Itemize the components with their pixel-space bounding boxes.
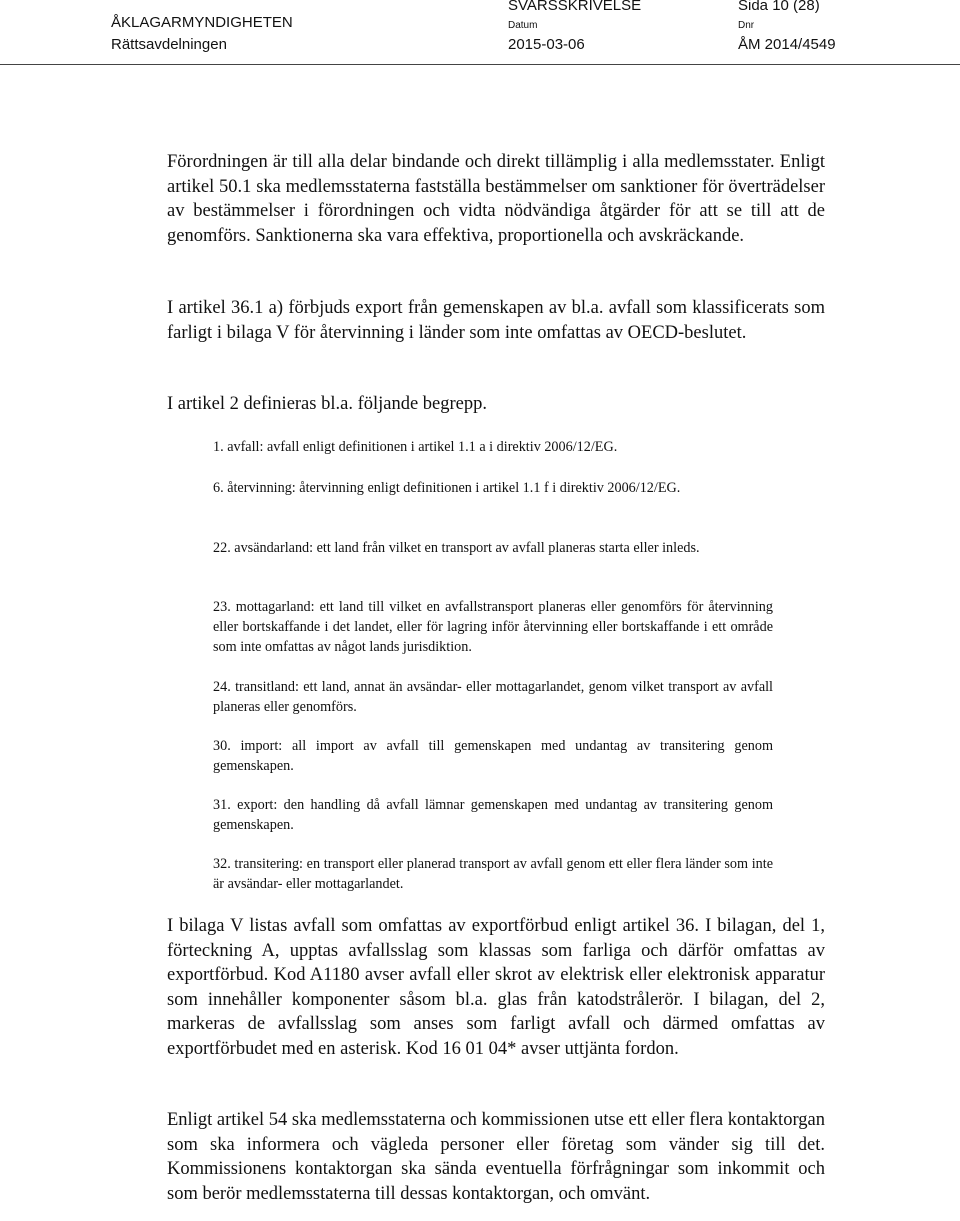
- department-name: Rättsavdelningen: [111, 36, 227, 53]
- definition-item-24: 24. transitland: ett land, annat än avsändar- eller mottagarlandet, genom vilket transport av avfall planeras eller genomförs.: [213, 679, 773, 715]
- paragraph-export-ban: I artikel 36.1 a) förbjuds export från gemenskapen av bl.a. avfall som klassificerats som farligt i bilaga V för återvinning i länder som inte omfattas av OECD-beslutet.: [167, 298, 825, 343]
- definition-item-32: 32. transitering: en transport eller planerad transport av avfall genom ett eller flera länder som inte är avsändar- eller mottagarlandet.: [213, 856, 773, 892]
- definition-item-23: 23. mottagarland: ett land till vilket en avfallstransport planeras eller genomförs för återvinning eller bortskaffande i det landet, eller för lagring inför återvinning eller bortskaffande i ett område som inte omfattas av något lands jurisdiktion.: [213, 599, 773, 655]
- page-number: Sida 10 (28): [738, 0, 820, 14]
- date-value: 2015-03-06: [508, 36, 585, 53]
- paragraph-definitions-intro: I artikel 2 definieras bl.a. följande begrepp.: [167, 394, 488, 414]
- definition-item-6: 6. återvinning: återvinning enligt definitionen i artikel 1.1 f i direktiv 2006/12/EG.: [213, 480, 681, 496]
- organization-name: ÅKLAGARMYNDIGHETEN: [111, 14, 293, 31]
- paragraph-regulation-binding: Förordningen är till alla delar bindande och direkt tillämplig i alla medlemsstater. Enligt artikel 50.1 ska medlemsstaterna fastställa bestämmelser om sanktioner för överträdelser av bestämmelser i förordningen och vidta nödvändiga åtgärder för att se till att de genomförs. Sanktionerna ska vara effektiva, proportionella och avskräckande.: [167, 152, 825, 246]
- reference-label: Dnr: [738, 20, 755, 31]
- reference-number: ÅM 2014/4549: [738, 36, 836, 53]
- definition-item-31: 31. export: den handling då avfall lämnar gemenskapen med undantag av transitering genom gemenskapen.: [213, 797, 773, 833]
- paragraph-contact-bodies: Enligt artikel 54 ska medlemsstaterna och kommissionen utse ett eller flera kontaktorgan som ska informera och vägleda personer eller företag som vänder sig till det. Kommissionens kontaktorgan ska sända eventuella förfrågningar som inkommit och som berör medlemsstaterna till dessas kontaktorgan, och omvänt.: [167, 1110, 825, 1204]
- definition-item-22: 22. avsändarland: ett land från vilket en transport av avfall planeras starta eller inleds.: [213, 540, 700, 556]
- definition-item-30: 30. import: all import av avfall till gemenskapen med undantag av transitering genom gemenskapen.: [213, 738, 773, 774]
- definition-item-1: 1. avfall: avfall enligt definitionen i artikel 1.1 a i direktiv 2006/12/EG.: [213, 439, 618, 455]
- header-divider: [0, 64, 960, 65]
- paragraph-annex-v: I bilaga V listas avfall som omfattas av exportförbud enligt artikel 36. I bilagan, del 1, förteckning A, upptas avfallsslag som klassas som farliga och därför omfattas av exportförbud. Kod A1180 avser avfall eller skrot av elektrisk eller elektronisk apparatur som innehåller komponenter såsom bl.a. glas från katodstrålerör. I bilagan, del 2, markeras de avfallsslag som anses som farligt avfall och därmed omfattas av exportförbudet med en asterisk. Kod 16 01 04* avser uttjänta fordon.: [167, 916, 825, 1059]
- date-label: Datum: [508, 20, 538, 31]
- document-type: SVARSSKRIVELSE: [508, 0, 642, 14]
